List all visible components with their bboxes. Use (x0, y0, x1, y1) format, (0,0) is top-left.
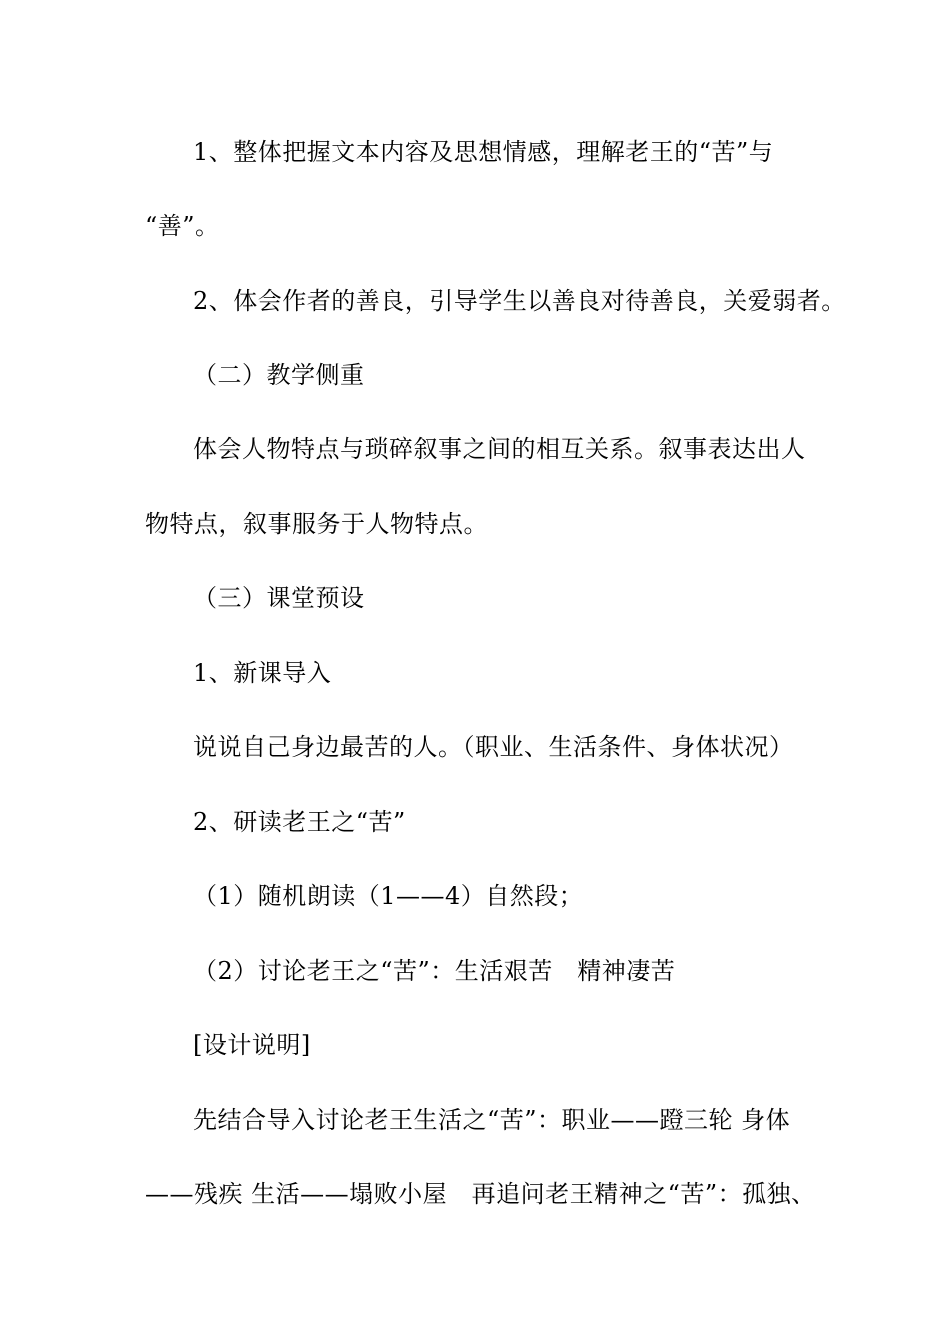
text-line: 物特点，叙事服务于人物特点。 (145, 510, 488, 538)
text-line: 1、新课导入 (193, 659, 332, 687)
text-line: 说说自己身边最苦的人。（职业、生活条件、身体状况） (193, 733, 794, 761)
text-line: “善”。 (145, 212, 220, 240)
section-heading: （三）课堂预设 (193, 584, 365, 612)
section-heading: （二）教学侧重 (193, 361, 365, 389)
text-line: 先结合导入讨论老王生活之“苦”：职业——蹬三轮 身体 (193, 1106, 791, 1134)
text-line: 体会人物特点与琐碎叙事之间的相互关系。叙事表达出人 (193, 435, 806, 463)
text-line: （2）讨论老王之“苦”：生活艰苦 精神凄苦 (193, 957, 676, 985)
text-line: 2、研读老王之“苦” (193, 808, 406, 836)
text-line: 2、体会作者的善良，引导学生以善良对待善良，关爱弱者。 (193, 287, 846, 315)
text-line: 1、整体把握文本内容及思想情感，理解老王的“苦”与 (193, 138, 774, 166)
text-line: ——残疾 生活——塌败小屋 再追问老王精神之“苦”：孤独、 (145, 1180, 816, 1208)
text-line: （1）随机朗读（1——4）自然段； (193, 882, 584, 910)
text-line: [设计说明] (193, 1031, 311, 1059)
